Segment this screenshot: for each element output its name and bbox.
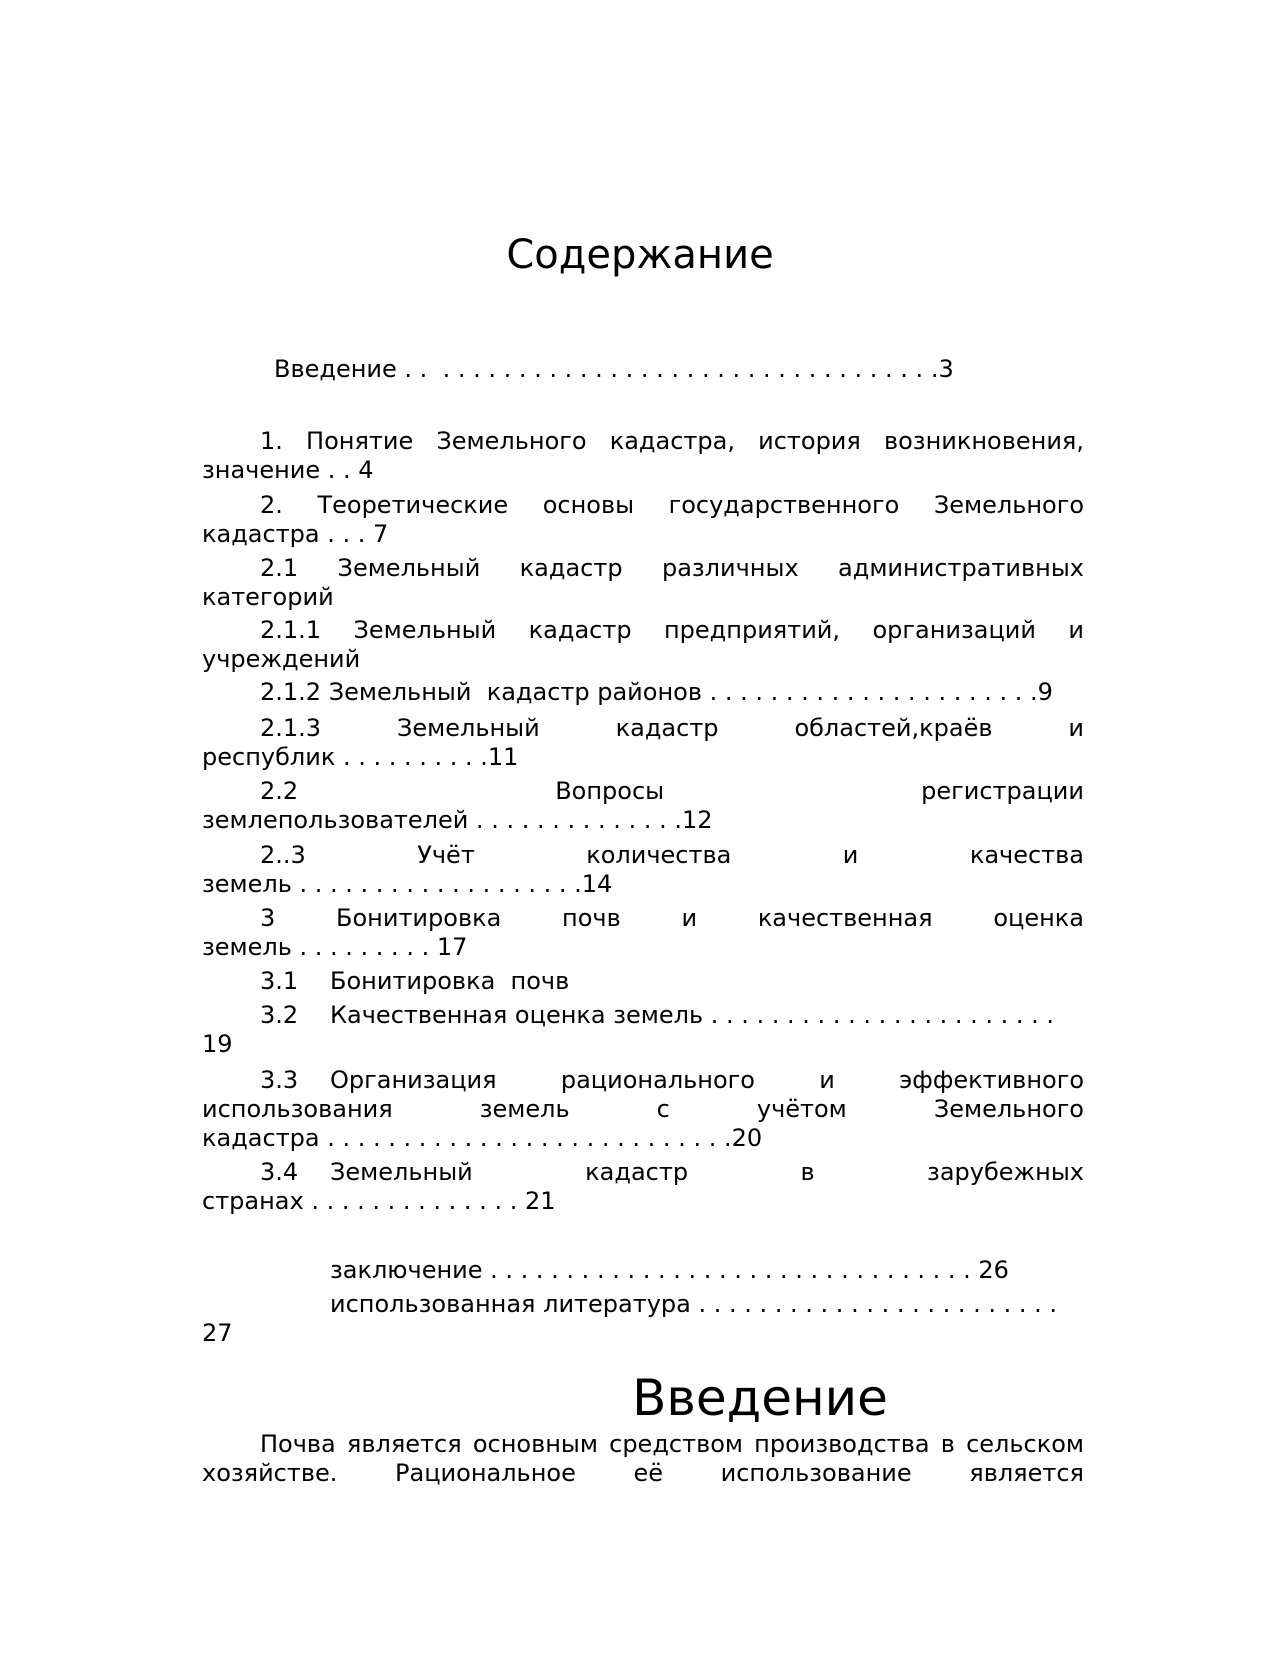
toc-entry-literature-page: 27 [202, 1319, 233, 1347]
toc-entry-conclusion: заключение . . . . . . . . . . . . . . . . . . . . . . . . . . . . . . . . 26 [330, 1256, 1009, 1284]
toc-entry-2-1-1-line1: 2.1.1 Земельный кадастр предприятий, организаций и [260, 616, 1084, 644]
toc-entry-2-1-3-line1: 2.1.3 Земельный кадастр областей,краёв и [260, 714, 1084, 742]
toc-entry-2-1-3 [202, 714, 1084, 772]
intro-paragraph: Почва является основным средством производства в сельском хозяйстве. Рациональное её использование является [202, 1430, 1084, 1487]
toc-entry-1-line1: 1. Понятие Земельного кадастра, история возникновения, [260, 427, 1084, 455]
intro-heading: Введение [632, 1369, 888, 1427]
toc-entry-2-3 [202, 841, 1084, 899]
toc-entry-intro: Введение . . . . . . . . . . . . . . . . . . . . . . . . . . . . . . . . . . .3 [274, 355, 954, 383]
toc-entry-1 [202, 427, 1084, 485]
toc-entry-3-2 [202, 1001, 1084, 1061]
toc-entry-2-2-line2: землепользователей . . . . . . . . . . . . . .12 [202, 806, 713, 834]
toc-entry-3-1-text: Бонитировка почв [330, 967, 570, 995]
toc-entry-2-1-1 [202, 616, 1084, 674]
toc-entry-2-line1: 2. Теоретические основы государственного Земельного [260, 491, 1084, 519]
toc-entry-2-1-1-line2: учреждений [202, 645, 361, 673]
toc-entry-2-1 [202, 554, 1084, 612]
toc-entry-2-1-line2: категорий [202, 583, 334, 611]
toc-entry-2-1-line1: 2.1 Земельный кадастр различных административных [260, 554, 1084, 582]
toc-entry-2-1-3-line2: республик . . . . . . . . . .11 [202, 743, 519, 771]
toc-entry-3-3 [202, 1066, 1084, 1156]
toc-entry-3-2-page: 19 [202, 1030, 233, 1058]
toc-entry-literature [202, 1290, 1084, 1350]
toc-entry-3-2-number: 3.2 [260, 1001, 299, 1029]
toc-entry-literature-text: использованная литература . . . . . . . . . . . . . . . . . . . . . . . . [330, 1290, 1058, 1318]
toc-entry-2-1-2: 2.1.2 Земельный кадастр районов . . . . . . . . . . . . . . . . . . . . . .9 [260, 678, 1053, 706]
toc-entry-3-4 [202, 1158, 1084, 1218]
toc-entry-2-2 [202, 777, 1084, 835]
toc-entry-3 [202, 904, 1084, 962]
toc-entry-2-3-line2: земель . . . . . . . . . . . . . . . . . . .14 [202, 870, 613, 898]
toc-entry-3-3-number: 3.3 [260, 1066, 299, 1094]
toc-entry-3-3-text: Организация рационального и эффективного [330, 1066, 1084, 1094]
toc-entry-2-2-line1: 2.2 Вопросы регистрации [260, 777, 1084, 805]
toc-entry-1-line2: значение . . 4 [202, 456, 374, 484]
toc-entry-3-4-text: Земельный кадастр в зарубежных [330, 1158, 1084, 1186]
toc-entry-3-3-line2: использования земель с учётом Земельного [202, 1095, 1084, 1123]
toc-entry-3-3-line3: кадастра . . . . . . . . . . . . . . . . . . . . . . . . . . .20 [202, 1124, 763, 1152]
toc-entry-2-line2: кадастра . . . 7 [202, 520, 389, 548]
toc-entry-2 [202, 491, 1084, 549]
toc-entry-2-3-line1: 2..3 Учёт количества и качества [260, 841, 1084, 869]
toc-entry-3-4-line2: странах . . . . . . . . . . . . . . 21 [202, 1187, 556, 1215]
toc-entry-3-line2: земель . . . . . . . . . 17 [202, 933, 468, 961]
toc-entry-3-1-number: 3.1 [260, 967, 299, 995]
toc-title: Содержание [506, 232, 774, 278]
toc-entry-3-2-text: Качественная оценка земель . . . . . . . . . . . . . . . . . . . . . . . [330, 1001, 1055, 1029]
toc-entry-3-line1: 3 Бонитировка почв и качественная оценка [260, 904, 1084, 932]
toc-entry-3-4-number: 3.4 [260, 1158, 299, 1186]
